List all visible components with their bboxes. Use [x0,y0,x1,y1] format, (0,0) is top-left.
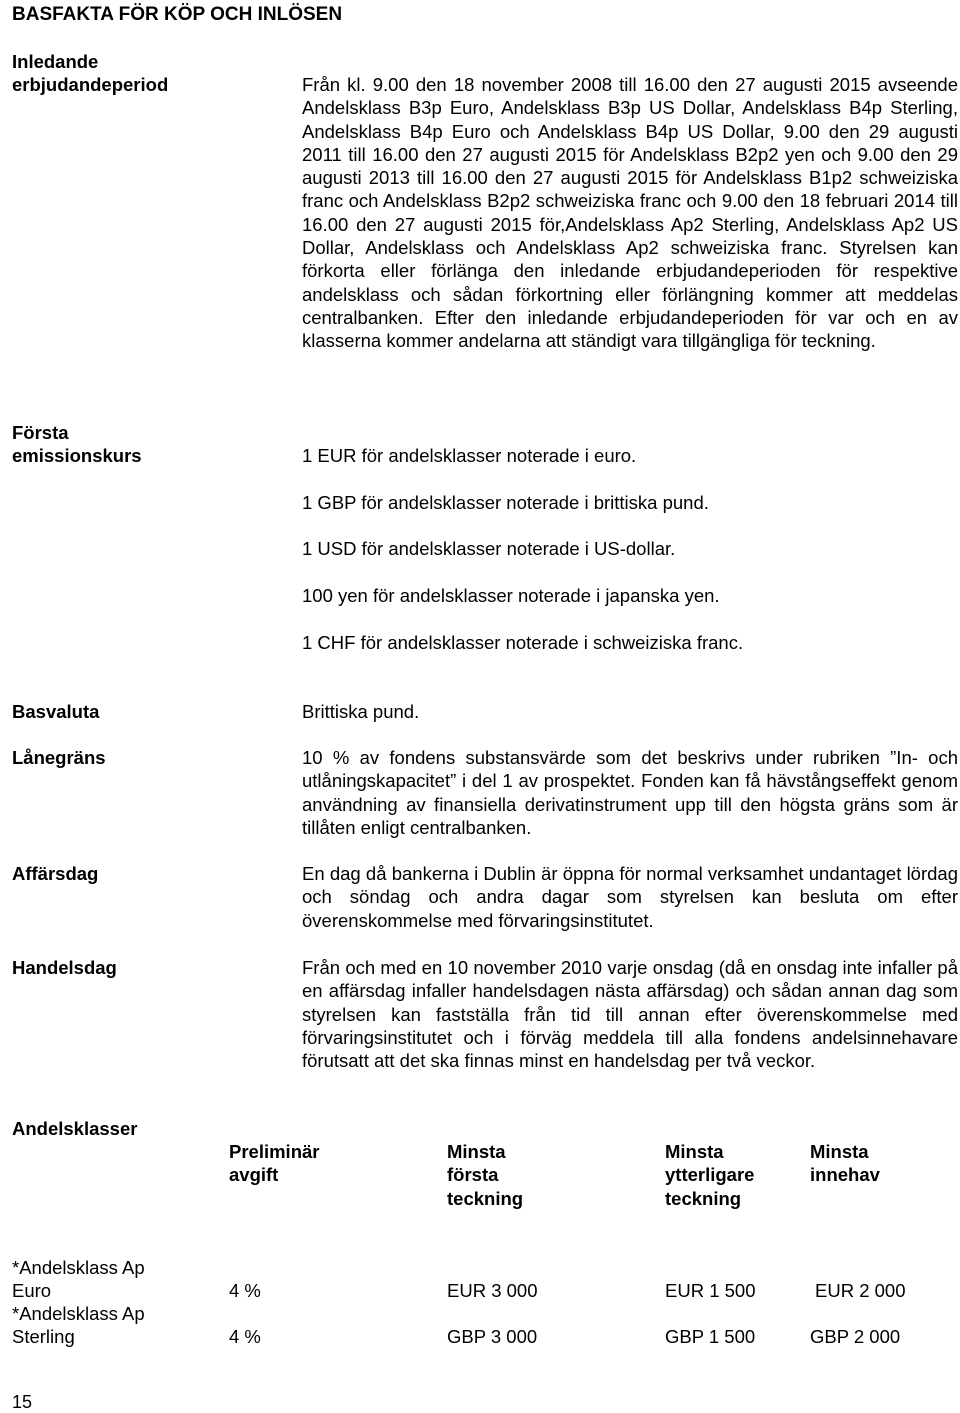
row-1-class-name [12,1256,145,1303]
page-number: 15 [12,1392,33,1412]
business-day-label: Affärsdag [12,863,99,884]
row-2-min-first: GBP 3 000 [447,1326,538,1347]
header-min-additional-line1: Minsta [665,1141,724,1162]
borrowing-limit-text: 10 % av fondens substansvärde som det beskrivs under rubriken ”In- och utlåningskapacitet” i del 1 av prospektet. Fonden kan få hävstångseffekt genom användning av finansiella derivatinstrument upp till den högsta gräns som är tillåten enligt centralbanken. [302,747,958,838]
row-1-class-name-line2: Euro [12,1280,52,1302]
issue-price-yen: 100 yen för andelsklasser noterade i japanska yen. [302,585,720,606]
borrowing-limit-label: Lånegräns [12,747,106,768]
offer-period-text: Från kl. 9.00 den 18 november 2008 till 16.00 den 27 augusti 2015 avseende Andelsklass B3p Euro, Andelsklass B3p US Dollar, Andelsklass B4p Sterling, Andelsklass B4p Euro och Andelsklass B4p US Dollar, 9.00 den 29 augusti 2011 till 16.00 den 27 augusti 2015 för Andelsklass B2p2 yen och 9.00 den 29 augusti 2013 till 16.00 den 27 augusti 2015 för Andelsklass B1p2 schweiziska franc och Andelsklass B2p2 schweiziska franc och 9.00 den 18 februari 2014 till 16.00 den 27 augusti 2015 för,Andelsklass Ap2 Sterling, Andelsklass Ap2 US Dollar, Andelsklass och Andelsklass Ap2 schweiziska franc. Styrelsen kan förkorta eller förlänga den inledande erbjudandeperioden för respektive andelsklass och sådan förkortning eller förlängning kommer att meddelas centralbanken. Efter den inledande erbjudandeperioden för var och en av klasserna kommer andelarna att ständigt vara tillgängliga för teckning. [302,74,958,352]
first-issue-price-label [12,421,142,468]
row-2-class-name [12,1302,145,1349]
header-min-first-line3: teckning [447,1187,524,1209]
issue-price-usd: 1 USD för andelsklasser noterade i US-dollar. [302,538,676,559]
row-1-min-holding: EUR 2 000 [815,1280,906,1301]
business-day-text: En dag då bankerna i Dublin är öppna för normal verksamhet undantaget lördag och söndag och andra dagar som styrelsen kan besluta om efter överenskommelse med förvaringsinstitutet. [302,863,958,931]
header-min-first-subscription [447,1140,523,1210]
header-min-first-line1: Minsta [447,1141,506,1162]
header-min-additional-line2: ytterligare [665,1164,755,1186]
first-issue-price-label-line1: Första [12,422,69,443]
offer-period-label-line1: Inledande [12,51,99,72]
row-1-min-additional: EUR 1 500 [665,1280,756,1301]
page-title: BASFAKTA FÖR KÖP OCH INLÖSEN [12,4,343,25]
header-min-holding-line2: innehav [810,1164,880,1186]
issue-price-gbp: 1 GBP för andelsklasser noterade i brittiska pund. [302,492,709,513]
header-min-first-line2: första [447,1164,499,1186]
offer-period-label-line2: erbjudandeperiod [12,74,169,96]
row-2-min-holding: GBP 2 000 [810,1326,901,1347]
issue-price-eur: 1 EUR för andelsklasser noterade i euro. [302,445,637,466]
row-1-min-first: EUR 3 000 [447,1280,538,1301]
base-currency-label: Basvaluta [12,701,100,722]
header-min-additional-subscription [665,1140,754,1210]
row-2-min-additional: GBP 1 500 [665,1326,756,1347]
row-1-fee: 4 % [229,1280,261,1301]
header-min-additional-line3: teckning [665,1187,742,1209]
issue-price-chf: 1 CHF för andelsklasser noterade i schweiziska franc. [302,632,744,653]
header-fee-line1: Preliminär [229,1141,320,1162]
header-preliminary-fee [229,1140,320,1187]
header-fee-line2: avgift [229,1164,279,1186]
offer-period-label [12,50,168,97]
header-min-holding [810,1140,880,1187]
row-1-class-name-line1: *Andelsklass Ap [12,1257,145,1278]
dealing-day-text: Från och med en 10 november 2010 varje onsdag (då en onsdag inte infaller på en affärsdag infaller handelsdagen nästa affärsdag) och sådan annan dag som styrelsen kan fastställa från tid till annan efter överenskommelse med förvaringsinstitutet och i förväg meddela till alla fondens andelsinnehavare förutsatt att det ska finnas minst en handelsdag per två veckor. [302,957,958,1072]
dealing-day-label: Handelsdag [12,957,117,978]
base-currency-text: Brittiska pund. [302,701,420,722]
row-2-class-name-line1: *Andelsklass Ap [12,1303,145,1324]
row-2-fee: 4 % [229,1326,261,1347]
first-issue-price-label-line2: emissionskurs [12,445,142,467]
header-min-holding-line1: Minsta [810,1141,869,1162]
row-2-class-name-line2: Sterling [12,1326,75,1348]
share-classes-label: Andelsklasser [12,1118,138,1139]
